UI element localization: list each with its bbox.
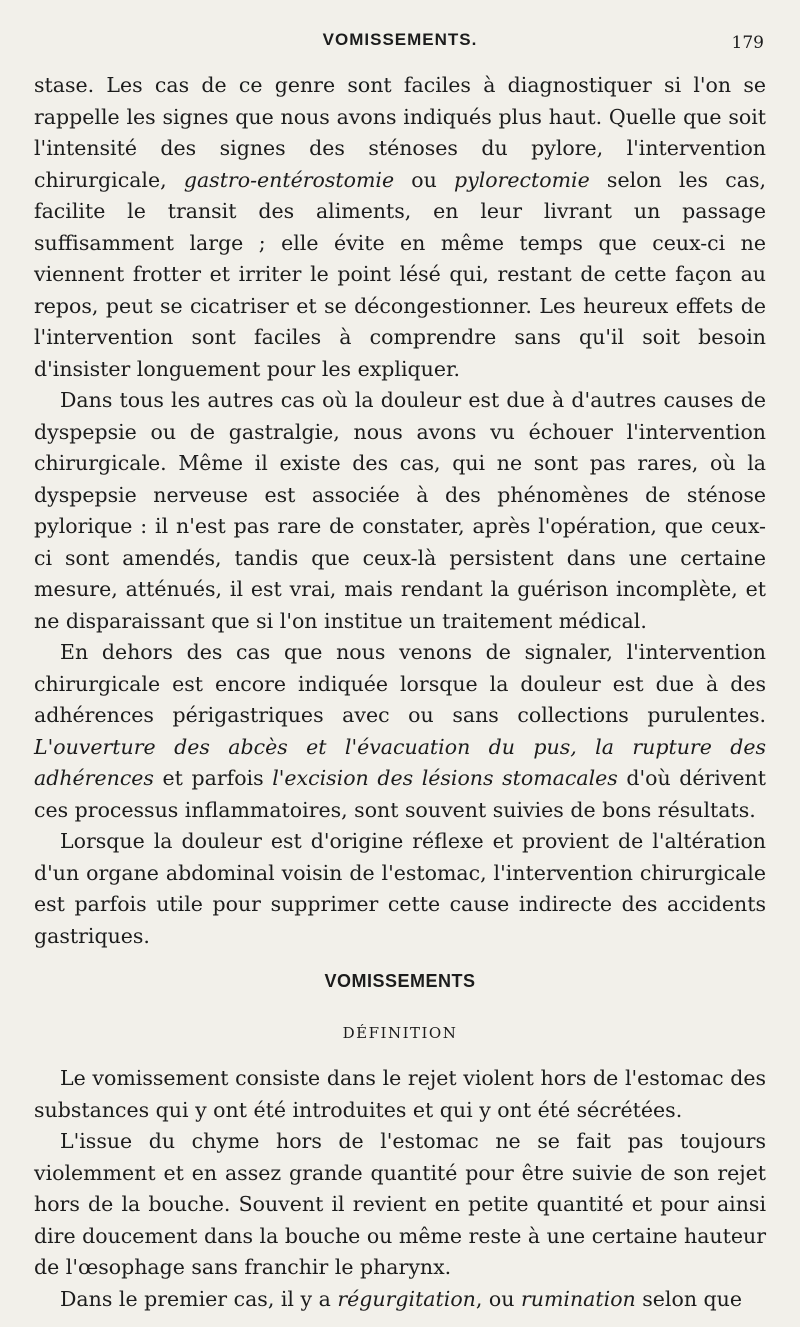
paragraph-7-term-rumination: rumination	[520, 1286, 636, 1311]
paragraph-1-term-gastro-enterostomie: gastro-entérostomie	[183, 167, 395, 192]
paragraph-7-text-mid: , ou	[475, 1286, 521, 1311]
paragraph-1-text-start: stase. Les cas de ce genre sont faciles à diagnostiquer si l'on se rappelle les signes que nous avons indiqués plus haut. Quelle que soit l'intensité des signes des sténoses du pylore, l'intervention chirurgicale,	[34, 73, 766, 192]
paragraph-7-term-regurgitation: régurgitation	[337, 1286, 476, 1311]
section-heading: VOMISSEMENTS	[324, 971, 476, 991]
paragraph-6: L'issue du chyme hors de l'estomac ne se fait pas toujours violemment et en assez grande quantité pour être suivie de son rejet hors de la bouche. Souvent il revient en petite quantité et pour ainsi dire doucement dans la bouche ou même reste à une certaine hauteur de l'œsophage sans franchir le pharynx.	[34, 1129, 766, 1279]
running-title: VOMISSEMENTS.	[322, 30, 478, 49]
paragraph-1	[34, 70, 766, 385]
paragraph-2: Dans tous les autres cas où la douleur est due à d'autres causes de dyspepsie ou de gastralgie, nous avons vu échouer l'intervention chirurgicale. Même il existe des cas, qui ne sont pas rares, où la dyspepsie nerveuse est associée à des phénomènes de sténose pylorique : il n'est pas rare de constater, après l'opération, que ceux-ci sont amendés, tandis que ceux-là persistent dans une certaine mesure, atténués, il est vrai, mais rendant la guérison incomplète, et ne disparaissant que si l'on institue un traitement médical.	[34, 388, 766, 633]
paragraph-1-text-mid: ou	[394, 167, 454, 192]
paragraph-7	[34, 1284, 766, 1316]
paragraph-3-text-start: En dehors des cas que nous venons de signaler, l'intervention chirurgicale est encore indiquée lorsque la douleur est due à des adhérences périgastriques avec ou sans collections purulentes.	[34, 640, 766, 727]
paragraph-3-text-mid: et parfois	[153, 766, 273, 790]
running-head	[0, 30, 800, 58]
paragraph-3-text-end: d'où dérivent ces processus inflammatoires, sont souvent suivies de bons résultats.	[34, 766, 767, 822]
paragraph-7-text-end: selon que	[635, 1286, 742, 1311]
paragraph-4: Lorsque la douleur est d'origine réflexe et provient de l'altération d'un organe abdominal voisin de l'estomac, l'intervention chirurgicale est parfois utile pour supprimer cette cause indirecte des accidents gastriques.	[34, 829, 766, 948]
paragraph-1-text-end: selon les cas, facilite le transit des aliments, en leur livrant un passage suffisamment large ; elle évite en même temps que ceux-ci ne viennent frotter et irriter le point lésé qui, restant de cette façon au repos, peut se cicatriser et se décongestionner. Les heureux effets de l'intervention sont faciles à comprendre sans qu'il soit besoin d'insister longuement pour les expliquer.	[34, 167, 766, 381]
paragraph-3-emphasis-1: L'ouverture des abcès et l'évacuation du pus, la rupture des adhérences	[34, 734, 766, 790]
paragraph-3-emphasis-2: l'excision des lésions stomacales	[272, 766, 618, 790]
paragraph-3	[34, 637, 766, 826]
page-body	[34, 70, 766, 1315]
paragraph-7-text-start: Dans le premier cas, il y a	[60, 1286, 338, 1311]
paragraph-5: Le vomissement consiste dans le rejet violent hors de l'estomac des substances qui y ont été introduites et qui y ont été sécrétées.	[34, 1066, 766, 1122]
subheading-definition: DÉFINITION	[342, 1023, 458, 1042]
page-number: 179	[731, 33, 764, 53]
paragraph-1-term-pylorectomie: pylorectomie	[454, 167, 590, 192]
